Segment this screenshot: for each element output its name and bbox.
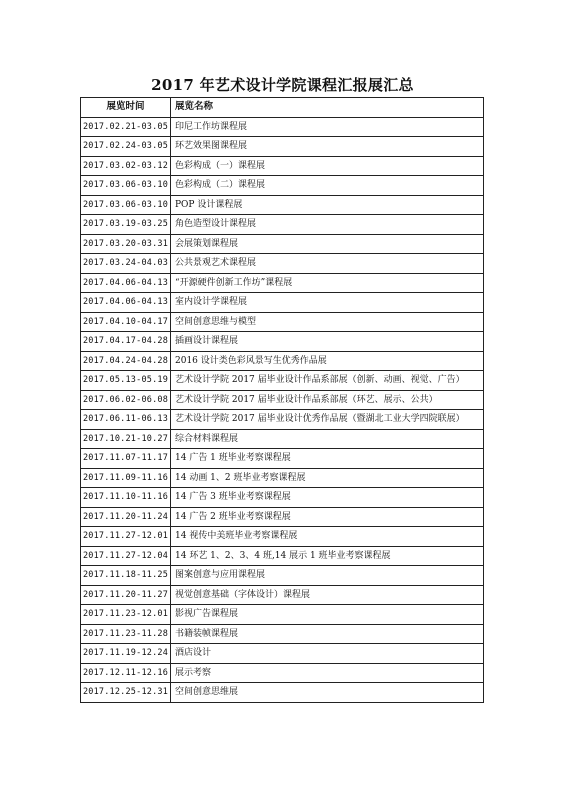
exhibition-time-cell: 2017.03.06-03.10 xyxy=(81,176,171,196)
table-row xyxy=(81,507,484,527)
exhibition-time-cell: 2017.11.19-12.24 xyxy=(81,644,171,664)
exhibition-name-cell: 色彩构成（二）课程展 xyxy=(171,176,484,196)
exhibition-name-cell: 视觉创意基础（字体设计）课程展 xyxy=(171,585,484,605)
exhibition-name-cell: 综合材料课程展 xyxy=(171,429,484,449)
table-row xyxy=(81,410,484,430)
table-row xyxy=(81,332,484,352)
table-row xyxy=(81,273,484,293)
exhibition-time-cell: 2017.12.25-12.31 xyxy=(81,683,171,703)
document-title: 2017 年艺术设计学院课程汇报展汇总 xyxy=(151,76,414,94)
exhibition-name-cell: 艺术设计学院 2017 届毕业设计作品系部展（创新、动画、视觉、广告） xyxy=(171,371,484,391)
table-row xyxy=(81,215,484,235)
exhibition-name-cell: 印尼工作坊课程展 xyxy=(171,117,484,137)
exhibition-name-cell: 展示考察 xyxy=(171,663,484,683)
table-row xyxy=(81,624,484,644)
table-row xyxy=(81,312,484,332)
table-row xyxy=(81,234,484,254)
exhibition-name-cell: POP 设计课程展 xyxy=(171,195,484,215)
exhibition-time-cell: 2017.11.09-11.16 xyxy=(81,468,171,488)
exhibition-name-cell: 角色造型设计课程展 xyxy=(171,215,484,235)
exhibition-time-cell: 2017.11.27-12.01 xyxy=(81,527,171,547)
exhibition-time-cell: 2017.06.02-06.08 xyxy=(81,390,171,410)
table-row xyxy=(81,585,484,605)
exhibition-time-cell: 2017.11.18-11.25 xyxy=(81,566,171,586)
table-row xyxy=(81,371,484,391)
exhibition-time-cell: 2017.03.06-03.10 xyxy=(81,195,171,215)
exhibition-time-cell: 2017.04.17-04.28 xyxy=(81,332,171,352)
exhibition-name-cell: 会展策划课程展 xyxy=(171,234,484,254)
table-row xyxy=(81,683,484,703)
table-body xyxy=(81,117,484,702)
exhibition-time-cell: 2017.03.19-03.25 xyxy=(81,215,171,235)
exhibition-name-cell: 插画设计课程展 xyxy=(171,332,484,352)
exhibition-name-cell: 书籍装帧课程展 xyxy=(171,624,484,644)
table-row xyxy=(81,137,484,157)
exhibition-name-cell: 影视广告课程展 xyxy=(171,605,484,625)
exhibition-time-cell: 2017.11.07-11.17 xyxy=(81,449,171,469)
exhibition-time-cell: 2017.11.23-12.01 xyxy=(81,605,171,625)
exhibition-name-cell: 酒店设计 xyxy=(171,644,484,664)
table-row xyxy=(81,488,484,508)
exhibition-time-cell: 2017.04.06-04.13 xyxy=(81,293,171,313)
header-exhibition-time: 展览时间 xyxy=(81,98,171,118)
table-row xyxy=(81,176,484,196)
exhibition-name-cell: 14 环艺 1、2、3、4 班,14 展示 1 班毕业考察课程展 xyxy=(171,546,484,566)
table-row xyxy=(81,293,484,313)
exhibition-name-cell: 2016 设计类色彩风景写生优秀作品展 xyxy=(171,351,484,371)
table-row xyxy=(81,429,484,449)
exhibition-name-cell: 14 广告 1 班毕业考察课程展 xyxy=(171,449,484,469)
exhibition-time-cell: 2017.11.10-11.16 xyxy=(81,488,171,508)
table-row xyxy=(81,449,484,469)
exhibition-time-cell: 2017.04.24-04.28 xyxy=(81,351,171,371)
exhibition-name-cell: “开源硬件创新工作坊”课程展 xyxy=(171,273,484,293)
exhibition-name-cell: 公共景观艺术课程展 xyxy=(171,254,484,274)
exhibition-name-cell: 空间创意思维展 xyxy=(171,683,484,703)
exhibition-time-cell: 2017.05.13-05.19 xyxy=(81,371,171,391)
exhibition-time-cell: 2017.12.11-12.16 xyxy=(81,663,171,683)
table-row xyxy=(81,566,484,586)
exhibition-time-cell: 2017.03.20-03.31 xyxy=(81,234,171,254)
table-row xyxy=(81,156,484,176)
exhibition-time-cell: 2017.03.02-03.12 xyxy=(81,156,171,176)
exhibition-time-cell: 2017.04.10-04.17 xyxy=(81,312,171,332)
exhibition-name-cell: 14 视传中美班毕业考察课程展 xyxy=(171,527,484,547)
table-row xyxy=(81,605,484,625)
table-row xyxy=(81,663,484,683)
table-row xyxy=(81,117,484,137)
exhibition-time-cell: 2017.10.21-10.27 xyxy=(81,429,171,449)
table-row xyxy=(81,468,484,488)
table-row xyxy=(81,390,484,410)
table-header-row xyxy=(81,98,484,118)
exhibition-name-cell: 14 广告 3 班毕业考察课程展 xyxy=(171,488,484,508)
header-exhibition-name: 展览名称 xyxy=(171,98,484,118)
table-row xyxy=(81,546,484,566)
exhibition-time-cell: 2017.11.23-11.28 xyxy=(81,624,171,644)
exhibition-name-cell: 图案创意与应用课程展 xyxy=(171,566,484,586)
exhibition-name-cell: 艺术设计学院 2017 届毕业设计作品系部展（环艺、展示、公共） xyxy=(171,390,484,410)
table-row xyxy=(81,644,484,664)
table-row xyxy=(81,351,484,371)
exhibition-table xyxy=(80,97,484,703)
table-row xyxy=(81,254,484,274)
exhibition-time-cell: 2017.04.06-04.13 xyxy=(81,273,171,293)
exhibition-name-cell: 艺术设计学院 2017 届毕业设计优秀作品展（暨湖北工业大学四院联展） xyxy=(171,410,484,430)
exhibition-name-cell: 14 动画 1、2 班毕业考察课程展 xyxy=(171,468,484,488)
exhibition-time-cell: 2017.11.20-11.24 xyxy=(81,507,171,527)
exhibition-time-cell: 2017.03.24-04.03 xyxy=(81,254,171,274)
exhibition-time-cell: 2017.11.27-12.04 xyxy=(81,546,171,566)
exhibition-time-cell: 2017.11.20-11.27 xyxy=(81,585,171,605)
exhibition-name-cell: 色彩构成（一）课程展 xyxy=(171,156,484,176)
exhibition-name-cell: 14 广告 2 班毕业考察课程展 xyxy=(171,507,484,527)
table-row xyxy=(81,527,484,547)
exhibition-name-cell: 环艺效果图课程展 xyxy=(171,137,484,157)
exhibition-name-cell: 空间创意思维与模型 xyxy=(171,312,484,332)
table-row xyxy=(81,195,484,215)
exhibition-time-cell: 2017.02.21-03.05 xyxy=(81,117,171,137)
exhibition-time-cell: 2017.02.24-03.05 xyxy=(81,137,171,157)
exhibition-name-cell: 室内设计学课程展 xyxy=(171,293,484,313)
exhibition-time-cell: 2017.06.11-06.13 xyxy=(81,410,171,430)
